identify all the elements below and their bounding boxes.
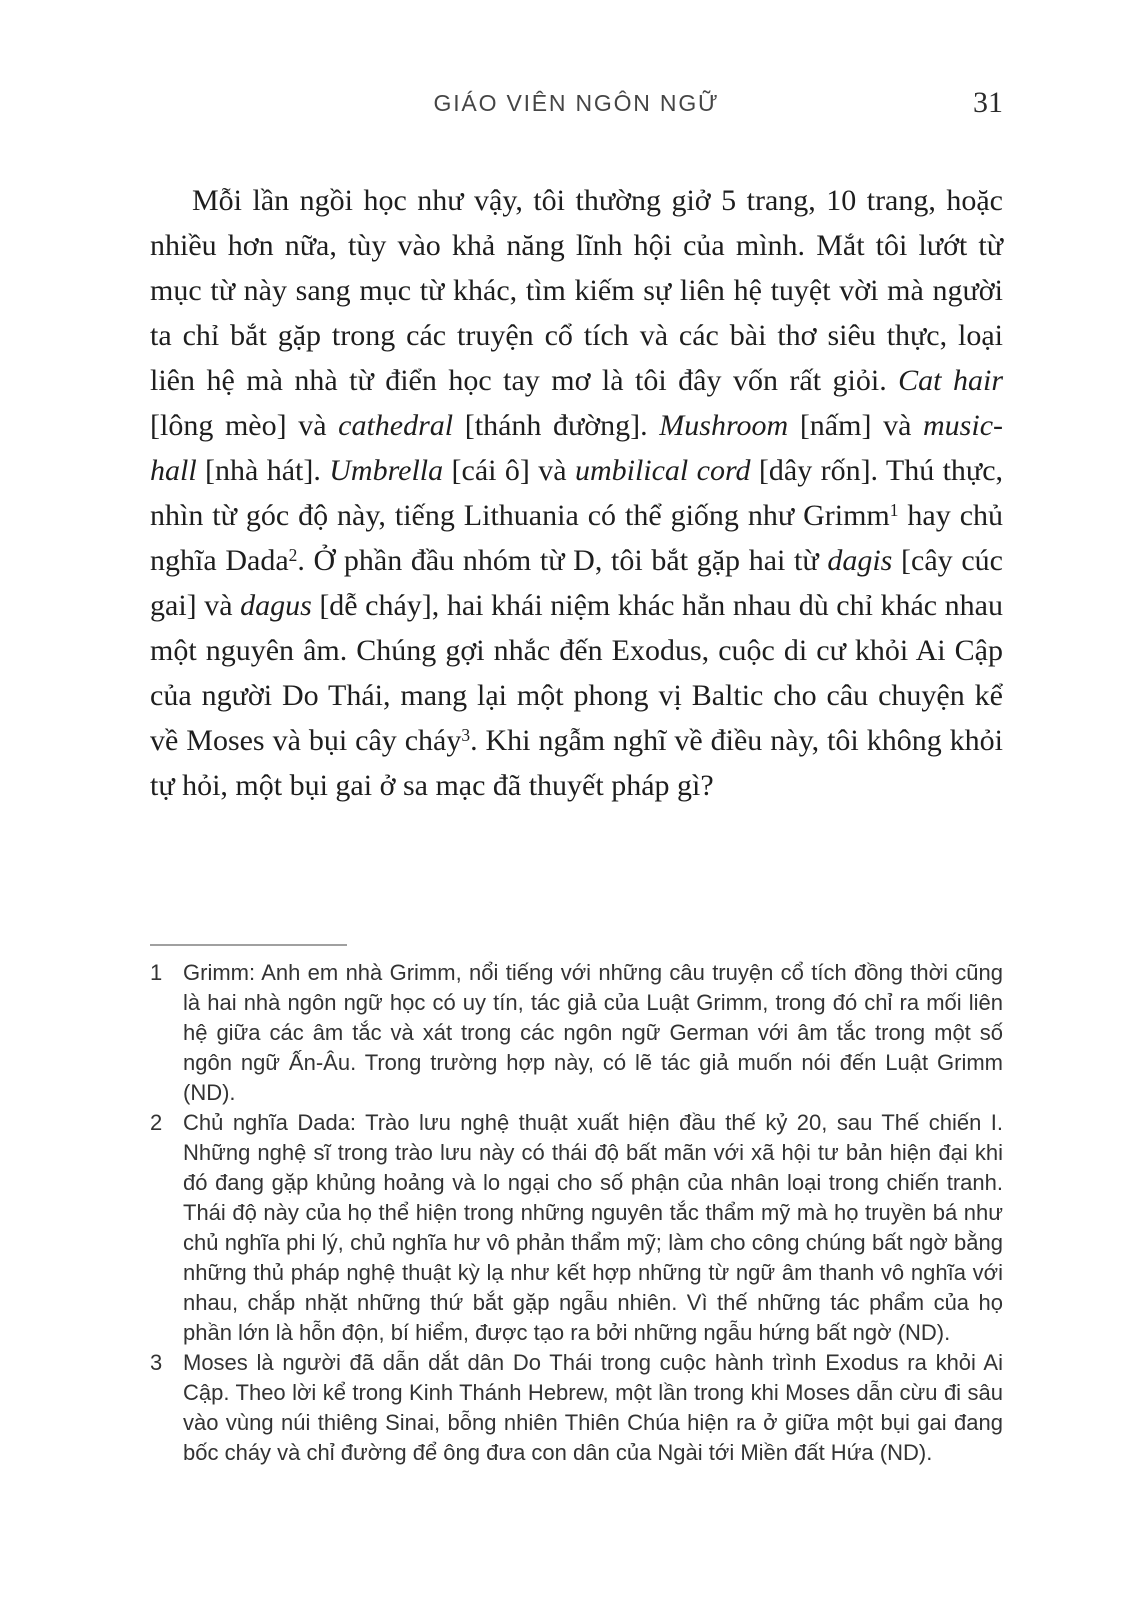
footnote-number: 1 <box>150 960 163 985</box>
footnote-text: Moses là người đã dẫn dắt dân Do Thái trong cuộc hành trình Exodus ra khỏi Ai Cập. Theo lời kể trong Kinh Thánh Hebrew, một lần trong khi Moses dẫn cừu đi sâu vào vùng núi thiêng Sinai, bỗng nhiên Thiên Chúa hiện ra ở giữa một bụi gai đang bốc cháy và chỉ đường để ông đưa con dân của Ngài tới Miền đất Hứa (ND). <box>183 1350 1003 1465</box>
footnote-reference-marker: 3 <box>461 724 471 745</box>
body-text-segment: hay chủ nghĩa Dada <box>150 499 1004 577</box>
footnote-item-3 <box>150 1348 1003 1468</box>
body-text-segment: Umbrella <box>329 454 444 487</box>
footnote-item-2 <box>150 1108 1003 1348</box>
page-number: 31 <box>973 86 1003 119</box>
footnote-separator-rule <box>150 944 347 946</box>
footnote-number: 2 <box>150 1110 163 1135</box>
body-text-segment: [cái ô] và <box>443 454 575 487</box>
body-paragraph <box>150 178 1003 808</box>
footnote-number: 3 <box>150 1350 163 1375</box>
body-text-segment: Mỗi lần ngồi học như vậy, tôi thường giở 5 trang, 10 trang, hoặc nhiều hơn nữa, tùy vào khả năng lĩnh hội của mình. Mắt tôi lướt từ mục từ này sang mục từ khác, tìm kiếm sự liên hệ tuyệt vời mà người ta chỉ bắt gặp trong các truyện cổ tích và các bài thơ siêu thực, loại liên hệ mà nhà từ điển học tay mơ là tôi đây vốn rất giỏi. <box>150 184 1003 397</box>
body-text-segment: [nấm] và <box>788 409 924 442</box>
footnote-text: Grimm: Anh em nhà Grimm, nổi tiếng với những câu truyện cổ tích đồng thời cũng là hai nhà ngôn ngữ học có uy tín, tác giả của Luật Grimm, trong đó chỉ ra mối liên hệ giữa các âm tắc và xát trong các ngôn ngữ German với âm tắc trong một số ngôn ngữ Ấn-Âu. Trong trường hợp này, có lẽ tác giả muốn nói đến Luật Grimm (ND). <box>183 960 1003 1105</box>
footnote-item-1 <box>150 958 1003 1108</box>
body-text-segment: [lông mèo] và <box>150 409 339 442</box>
footnotes-section <box>150 958 1003 1468</box>
body-text-segment: dagis <box>827 544 893 577</box>
footnote-reference-marker: 1 <box>889 499 899 520</box>
body-text-segment: [cây cúc gai] và <box>150 544 1003 622</box>
body-text-segment: music-hall <box>150 409 1003 487</box>
body-text-segment: . Ở phần đầu nhóm từ D, tôi bắt gặp hai từ <box>297 544 828 577</box>
body-text-segment: umbilical cord <box>574 454 751 487</box>
body-text-segment: [nhà hát]. <box>196 454 330 487</box>
body-text-segment: [dây rốn]. Thú thực, nhìn từ góc độ này, tiếng Lithuania có thể giống như Grimm <box>150 454 1004 532</box>
footnote-text: Chủ nghĩa Dada: Trào lưu nghệ thuật xuất hiện đầu thế kỷ 20, sau Thế chiến I. Những nghệ sĩ trong trào lưu này có thái độ bất mãn với xã hội tư bản hiện đại khi đó đang gặp khủng hoảng và lo ngại cho số phận của nhân loại trong chiến tranh. Thái độ này của họ thể hiện trong những nguyên tắc thẩm mỹ mà họ truyền bá như chủ nghĩa phi lý, chủ nghĩa hư vô phản thẩm mỹ; làm cho công chúng bất ngờ bằng những thủ pháp nghệ thuật kỳ lạ như kết hợp những từ ngữ âm thanh vô nghĩa với nhau, chắp nhặt những thứ bắt gặp ngẫu nhiên. Vì thế những tác phẩm của họ phần lớn là hỗn độn, bí hiểm, được tạo ra bởi những ngẫu hứng bất ngờ (ND). <box>183 1110 1003 1345</box>
body-text-segment: cathedral <box>338 409 454 442</box>
body-text-segment: Cat hair <box>898 364 1003 397</box>
body-text-segment: [thánh đường]. <box>453 409 660 442</box>
footnote-reference-marker: 2 <box>288 544 298 565</box>
running-header-title: GIÁO VIÊN NGÔN NGỮ <box>433 90 720 116</box>
body-text-segment: Mushroom <box>659 409 789 442</box>
body-text-segment: . Khi ngẫm nghĩ về điều này, tôi không khỏi tự hỏi, một bụi gai ở sa mạc đã thuyết pháp gì? <box>150 724 1003 802</box>
body-text-segment: dagus <box>240 589 312 622</box>
body-text-segment: [dễ cháy], hai khái niệm khác hẳn nhau dù chỉ khác nhau một nguyên âm. Chúng gợi nhắc đến Exodus, cuộc di cư khỏi Ai Cập của người Do Thái, mang lại một phong vị Baltic cho câu chuyện kể về Moses và bụi cây cháy <box>150 589 1003 757</box>
